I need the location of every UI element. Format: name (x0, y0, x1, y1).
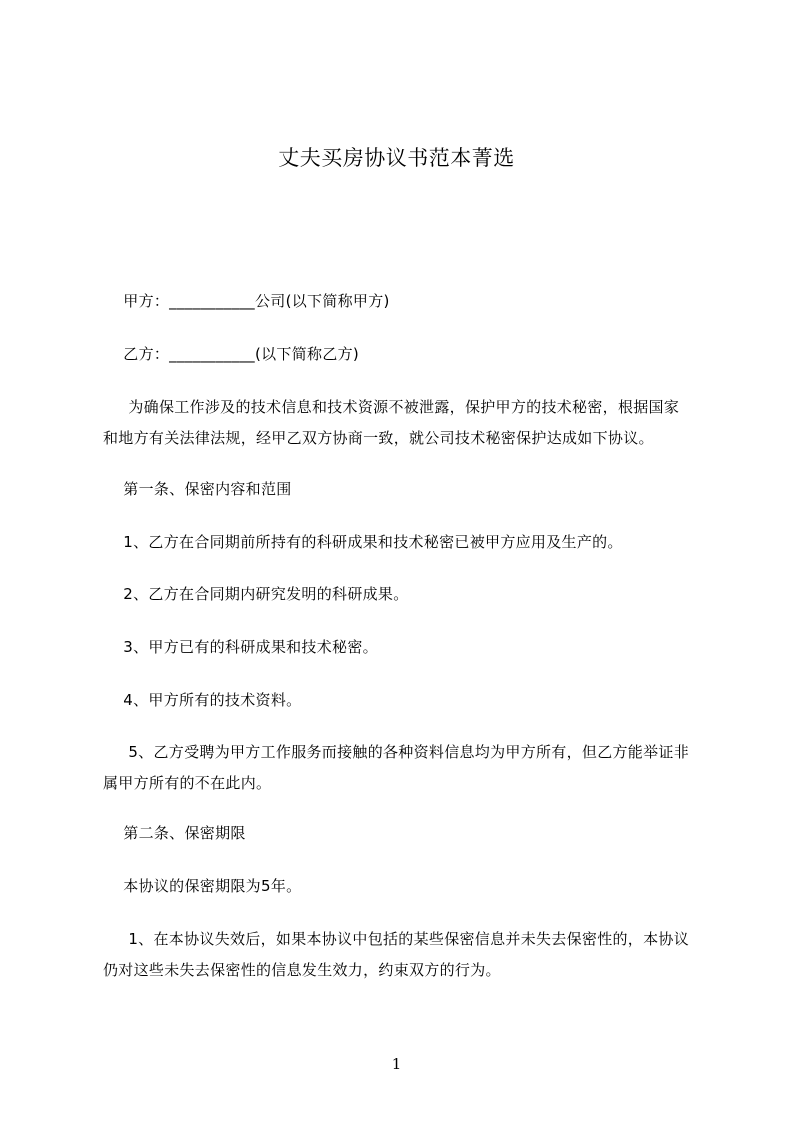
party-a-line: 甲方：___________公司(以下简称甲方) (103, 292, 390, 310)
clause-1-5: 5、乙方受聘为甲方工作服务而接触的各种资料信息均为甲方所有，但乙方能举证非属甲方所有的不在此内。 (103, 743, 689, 792)
party-b-line: 乙方：___________(以下简称乙方) (103, 345, 360, 363)
clause-1-4: 4、甲方所有的技术资料。 (103, 691, 302, 709)
confidentiality-term: 本协议的保密期限为5年。 (103, 877, 302, 895)
page-number: 1 (391, 1055, 402, 1073)
clause-1-1: 1、乙方在合同期前所持有的科研成果和技术秘密已被甲方应用及生产的。 (103, 533, 623, 551)
clause-2-1: 1、在本协议失效后，如果本协议中包括的某些保密信息并未失去保密性的，本协议仍对这些未失去保密性的信息发生效力，约束双方的行为。 (103, 930, 689, 979)
article-2-heading: 第二条、保密期限 (103, 824, 246, 842)
intro-paragraph: 为确保工作涉及的技术信息和技术资源不被泄露，保护甲方的技术秘密，根据国家和地方有关法律法规，经甲乙双方协商一致，就公司技术秘密保护达成如下协议。 (103, 398, 680, 447)
clause-1-2: 2、乙方在合同期内研究发明的科研成果。 (103, 585, 409, 603)
clause-1-3: 3、甲方已有的科研成果和技术秘密。 (103, 638, 378, 656)
article-1-heading: 第一条、保密内容和范围 (103, 480, 292, 498)
document-title: 丈夫买房协议书范本菁选 (278, 146, 515, 170)
